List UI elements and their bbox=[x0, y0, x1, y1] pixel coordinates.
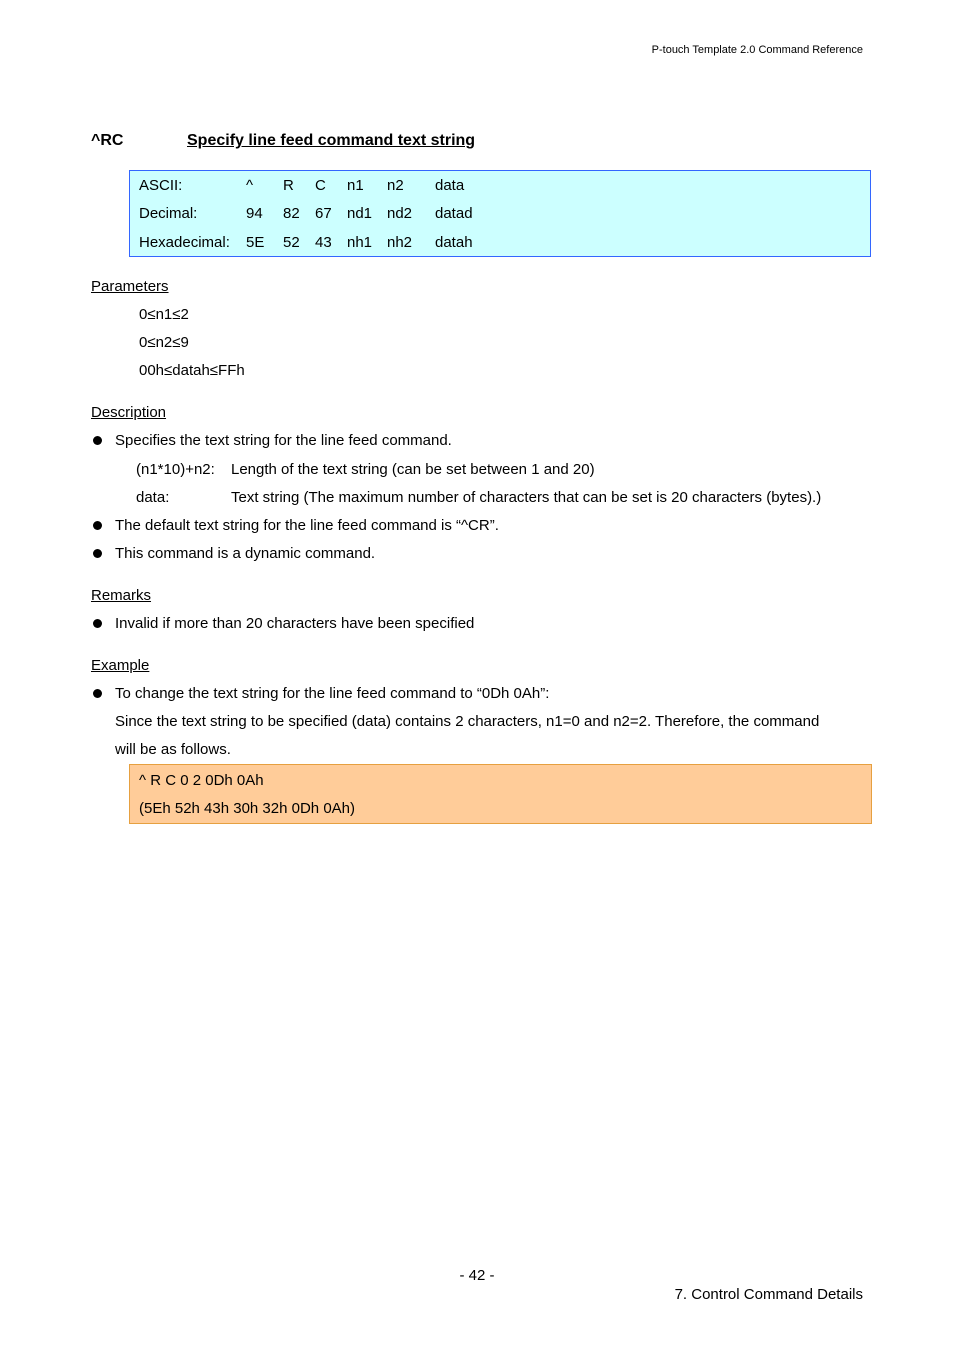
example-code-line: ^ R C 0 2 0Dh 0Ah bbox=[139, 772, 264, 789]
example-bullet: To change the text string for the line feed command to “0Dh 0Ah”: bbox=[115, 685, 550, 702]
description-heading: Description bbox=[91, 404, 167, 421]
bullet-icon bbox=[93, 549, 102, 558]
cell: 52 bbox=[283, 234, 300, 251]
example-text: will be as follows. bbox=[115, 741, 231, 758]
cell: n1 bbox=[347, 177, 364, 194]
cell: nh2 bbox=[387, 234, 413, 251]
example-code-line: (5Eh 52h 43h 30h 32h 0Dh 0Ah) bbox=[139, 800, 355, 817]
cell: 67 bbox=[315, 205, 332, 222]
definition-text: Length of the text string (can be set between 1 and 20) bbox=[231, 461, 595, 478]
cell: datah bbox=[435, 234, 473, 251]
bullet-icon bbox=[93, 521, 102, 530]
row-label: Hexadecimal: bbox=[139, 234, 230, 251]
cell: 5E bbox=[246, 234, 265, 251]
example-text: Since the text string to be specified (data) contains 2 characters, n1=0 and n2=2. Therefore, the command bbox=[115, 713, 820, 730]
cell: 82 bbox=[283, 205, 300, 222]
command-title: Specify line feed command text string bbox=[187, 132, 476, 149]
description-bullet: Specifies the text string for the line feed command. bbox=[115, 432, 452, 449]
cell: data bbox=[435, 177, 465, 194]
cell: R bbox=[283, 177, 294, 194]
remarks-bullet: Invalid if more than 20 characters have been specified bbox=[115, 615, 475, 632]
bullet-icon bbox=[93, 689, 102, 698]
definition-term: (n1*10)+n2: bbox=[136, 461, 215, 478]
definition-term: data: bbox=[136, 489, 170, 506]
cell: ^ bbox=[246, 177, 254, 194]
chapter-footer: 7. Control Command Details bbox=[674, 1286, 863, 1303]
section-title bbox=[91, 132, 475, 150]
parameter-item: 0≤n2≤9 bbox=[139, 334, 189, 351]
cell: 94 bbox=[246, 205, 263, 222]
command-name: ^RC bbox=[91, 132, 124, 149]
page-number: - 42 - bbox=[459, 1267, 495, 1284]
bullet-icon bbox=[93, 436, 102, 445]
description-bullet: This command is a dynamic command. bbox=[115, 545, 376, 562]
remarks-heading: Remarks bbox=[91, 587, 152, 604]
row-label: ASCII: bbox=[139, 177, 183, 194]
example-code-box bbox=[129, 764, 872, 824]
parameter-item: 0≤n1≤2 bbox=[139, 306, 189, 323]
cell: nd2 bbox=[387, 205, 413, 222]
cell: nh1 bbox=[347, 234, 373, 251]
description-bullet: The default text string for the line feed command is “^CR”. bbox=[115, 517, 499, 534]
bullet-icon bbox=[93, 619, 102, 628]
cell: C bbox=[315, 177, 326, 194]
running-header: P-touch Template 2.0 Command Reference bbox=[651, 44, 863, 56]
cell: nd1 bbox=[347, 205, 373, 222]
row-label: Decimal: bbox=[139, 205, 198, 222]
command-format-box bbox=[129, 170, 871, 257]
cell: datad bbox=[435, 205, 473, 222]
parameters-heading: Parameters bbox=[91, 278, 169, 295]
definition-text: Text string (The maximum number of characters that can be set is 20 characters (bytes).) bbox=[231, 489, 822, 506]
cell: n2 bbox=[387, 177, 404, 194]
example-heading: Example bbox=[91, 657, 150, 674]
parameter-item: 00h≤datah≤FFh bbox=[139, 362, 245, 379]
cell: 43 bbox=[315, 234, 332, 251]
